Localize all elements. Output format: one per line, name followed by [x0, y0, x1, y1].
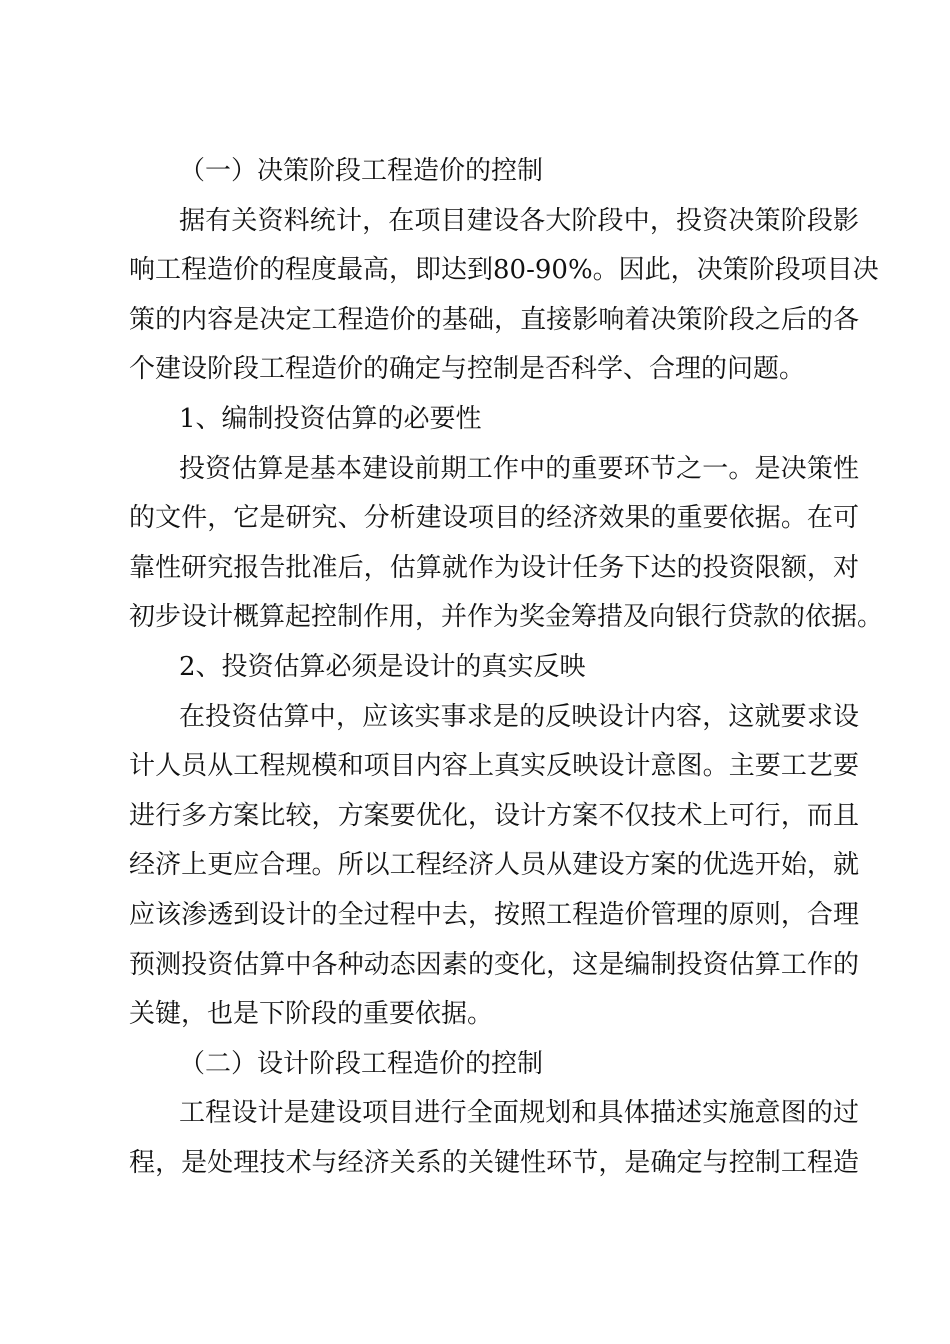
paragraph-line: 个建设阶段工程造价的确定与控制是否科学、合理的问题。	[129, 354, 806, 384]
paragraph-line: 的文件，它是研究、分析建设项目的经济效果的重要依据。在可	[129, 503, 859, 533]
paragraph-line: 初步设计概算起控制作用，并作为奖金筹措及向银行贷款的依据。	[129, 602, 884, 632]
paragraph-line: 策的内容是决定工程造价的基础，直接影响着决策阶段之后的各	[129, 305, 859, 335]
paragraph-line: 关键，也是下阶段的重要依据。	[129, 999, 494, 1029]
section-heading-design-stage: （二）设计阶段工程造价的控制	[179, 1049, 544, 1079]
section-heading-decision-stage: （一）决策阶段工程造价的控制	[179, 156, 544, 186]
paragraph-line: 经济上更应合理。所以工程经济人员从建设方案的优选开始，就	[129, 850, 859, 880]
paragraph-line: 应该渗透到设计的全过程中去，按照工程造价管理的原则，合理	[129, 900, 859, 930]
paragraph-line: 响工程造价的程度最高，即达到80-90%。因此，决策阶段项目决	[129, 255, 879, 285]
paragraph-line: 在投资估算中，应该实事求是的反映设计内容，这就要求设	[179, 702, 859, 732]
paragraph-line: 工程设计是建设项目进行全面规划和具体描述实施意图的过	[179, 1098, 859, 1128]
paragraph-line: 程，是处理技术与经济关系的关键性环节，是确定与控制工程造	[129, 1148, 859, 1178]
subheading-estimate-necessity: 1、编制投资估算的必要性	[179, 404, 482, 434]
paragraph-line: 预测投资估算中各种动态因素的变化，这是编制投资估算工作的	[129, 950, 859, 980]
paragraph-line: 据有关资料统计，在项目建设各大阶段中，投资决策阶段影	[179, 206, 859, 236]
paragraph-line: 进行多方案比较，方案要优化，设计方案不仅技术上可行，而且	[129, 801, 859, 831]
paragraph-line: 投资估算是基本建设前期工作中的重要环节之一。是决策性	[179, 454, 859, 484]
paragraph-line: 靠性研究报告批准后，估算就作为设计任务下达的投资限额，对	[129, 553, 859, 583]
paragraph-line: 计人员从工程规模和项目内容上真实反映设计意图。主要工艺要	[129, 751, 859, 781]
subheading-estimate-reflection: 2、投资估算必须是设计的真实反映	[179, 652, 586, 682]
